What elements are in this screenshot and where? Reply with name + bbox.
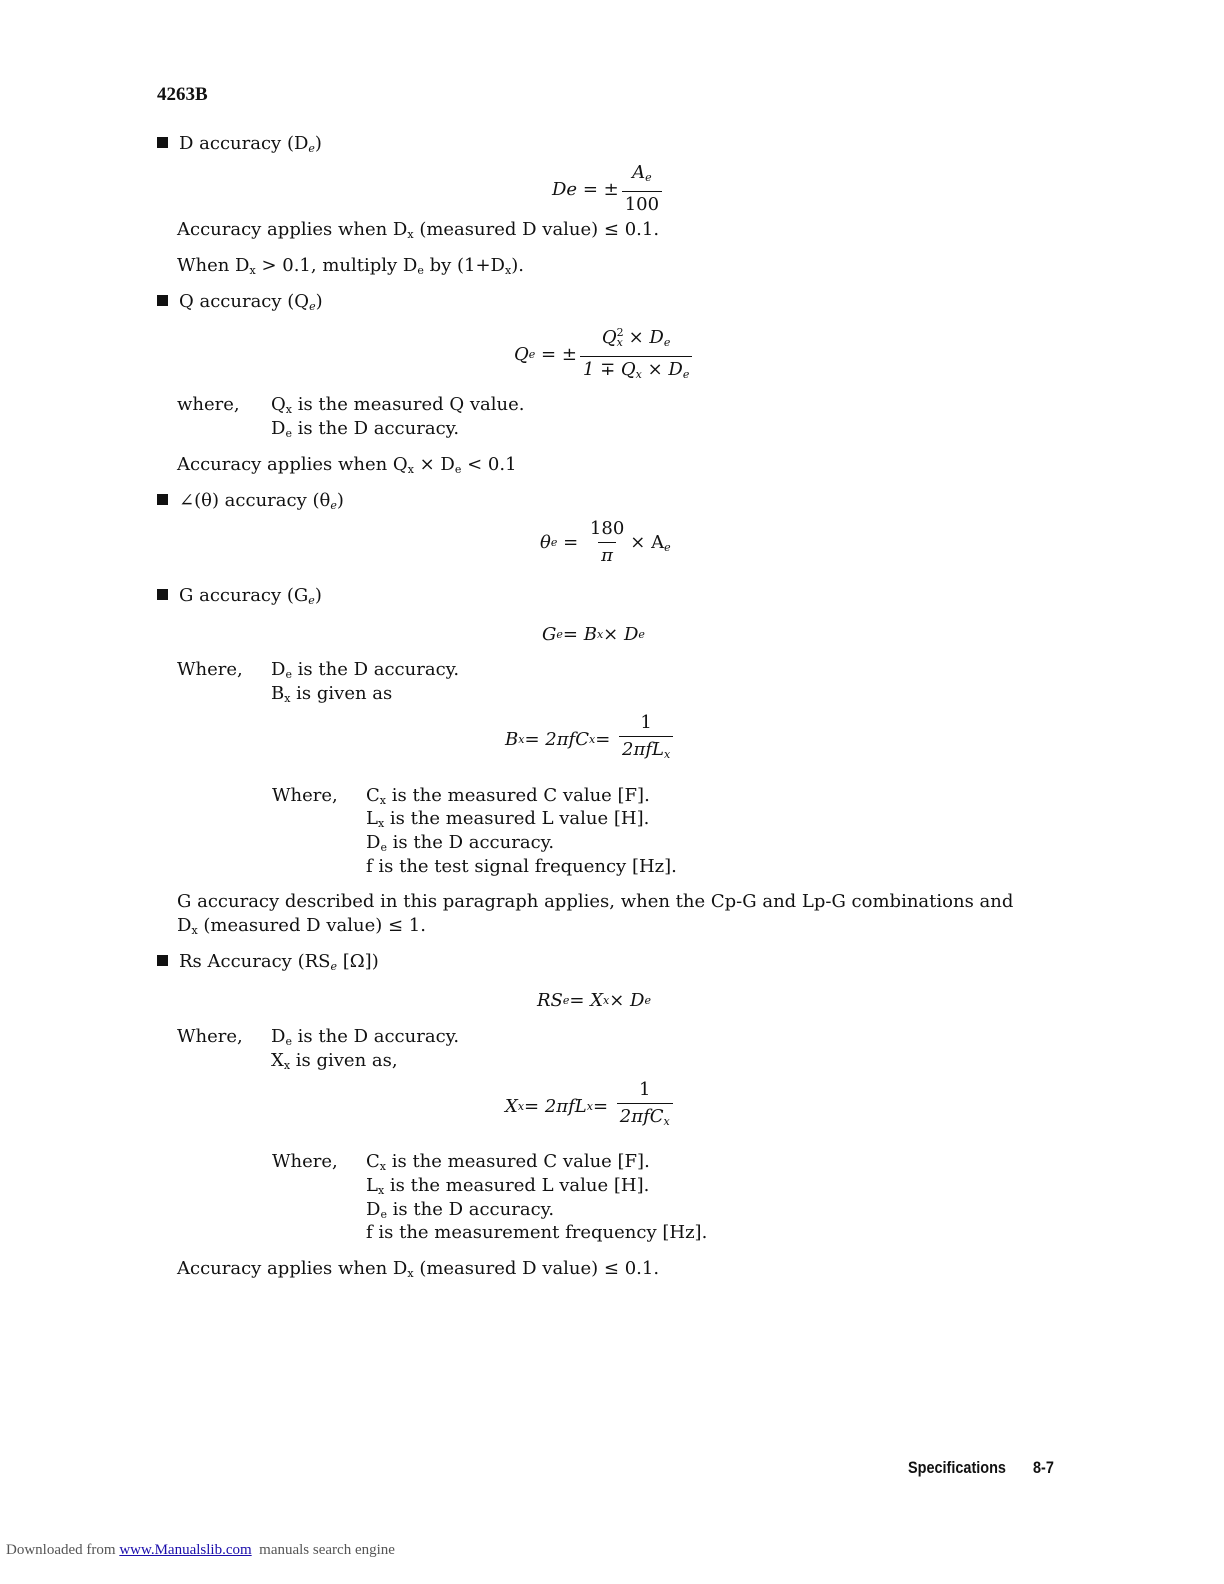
q-where-label: where,	[177, 394, 240, 415]
bullet-icon	[157, 295, 168, 306]
q-accuracy-heading: Q accuracy $(Q_e)$	[157, 290, 323, 319]
g-where2-label: Where,	[272, 785, 338, 806]
g-accuracy-equation: G e = B x × D e	[542, 624, 645, 645]
g-note-line-1: G accuracy described in this paragraph applies, when the Cp-G and Lp-G combinations and	[177, 891, 1014, 912]
bullet-icon	[157, 494, 168, 505]
g-note-line-2: $D_x$ (measured D value) ≤ 1.	[177, 915, 426, 937]
footer-section-title: Specifications	[908, 1458, 1006, 1477]
rs-where-label: Where,	[177, 1026, 243, 1047]
q-where-line-1: $Q_x$ is the measured Q value.	[271, 394, 525, 416]
xx-equation: X x = 2πfL x = $\frac{1}{2\pi fC_x}$	[505, 1079, 676, 1133]
d-accuracy-equation: De = ± $\frac{A_e}{100}$	[552, 162, 665, 216]
d-accuracy-heading: D accuracy $(D_e)$	[157, 132, 322, 161]
d-accuracy-note-2: When $D_x > 0.1$, multiply $D_e$ by $(1+D_x)$.	[177, 255, 524, 277]
bx-equation: B x = 2πfC x = $\frac{1}{2\pi fL_x}$	[505, 712, 676, 766]
footer-page-number: 8-7	[1033, 1458, 1054, 1477]
rs-var-cx: $C_x$ is the measured C value [F].	[366, 1151, 650, 1173]
rs-accuracy-note: Accuracy applies when $D_x$ (measured D value) ≤ 0.1.	[177, 1258, 660, 1280]
rs-accuracy-equation: RS e = X x × D e	[537, 990, 652, 1011]
rs-accuracy-heading: Rs Accuracy ($RS_e$ [Ω])	[157, 950, 379, 979]
d-accuracy-note-1: Accuracy applies when $D_x$ (measured D value) ≤ 0.1.	[177, 219, 660, 241]
model-number: 4263B	[157, 84, 208, 105]
rs-var-lx: $L_x$ is the measured L value [H].	[366, 1175, 650, 1197]
theta-accuracy-heading: ∠(θ) accuracy $(\theta_e)$	[157, 489, 344, 518]
download-credit: Downloaded from www.Manualslib.com manuals search engine	[6, 1542, 395, 1558]
q-accuracy-equation: Q e = ± $\frac{Q^2_x \times D_e}{1 \mp Q_x \times D_e}$	[514, 322, 695, 386]
rs-where-line-2: $X_x$ is given as,	[271, 1050, 398, 1072]
g-var-de: $D_e$ is the D accuracy.	[366, 832, 555, 854]
g-accuracy-heading: G accuracy $(G_e)$	[157, 584, 322, 613]
g-where-line-1: $D_e$ is the D accuracy.	[271, 659, 460, 681]
bullet-icon	[157, 955, 168, 966]
rs-var-f: f is the measurement frequency [Hz].	[366, 1222, 708, 1243]
rs-where-line-1: $D_e$ is the D accuracy.	[271, 1026, 460, 1048]
g-var-cx: $C_x$ is the measured C value [F].	[366, 785, 650, 807]
g-where-line-2: $B_x$ is given as	[271, 683, 393, 705]
bullet-icon	[157, 589, 168, 600]
manualslib-link[interactable]: www.Manualslib.com	[119, 1542, 252, 1558]
q-accuracy-note: Accuracy applies when $Q_x \times D_e < 0.1$	[177, 454, 517, 476]
bullet-icon	[157, 137, 168, 148]
g-where-label: Where,	[177, 659, 243, 680]
g-var-f: f is the test signal frequency [Hz].	[366, 856, 677, 877]
q-where-line-2: $D_e$ is the D accuracy.	[271, 418, 460, 440]
rs-var-de: $D_e$ is the D accuracy.	[366, 1199, 555, 1221]
g-var-lx: $L_x$ is the measured L value [H].	[366, 808, 650, 830]
rs-where2-label: Where,	[272, 1151, 338, 1172]
theta-accuracy-equation: θ e = $\frac{180}{\pi}$ × $A_e$	[540, 518, 671, 566]
